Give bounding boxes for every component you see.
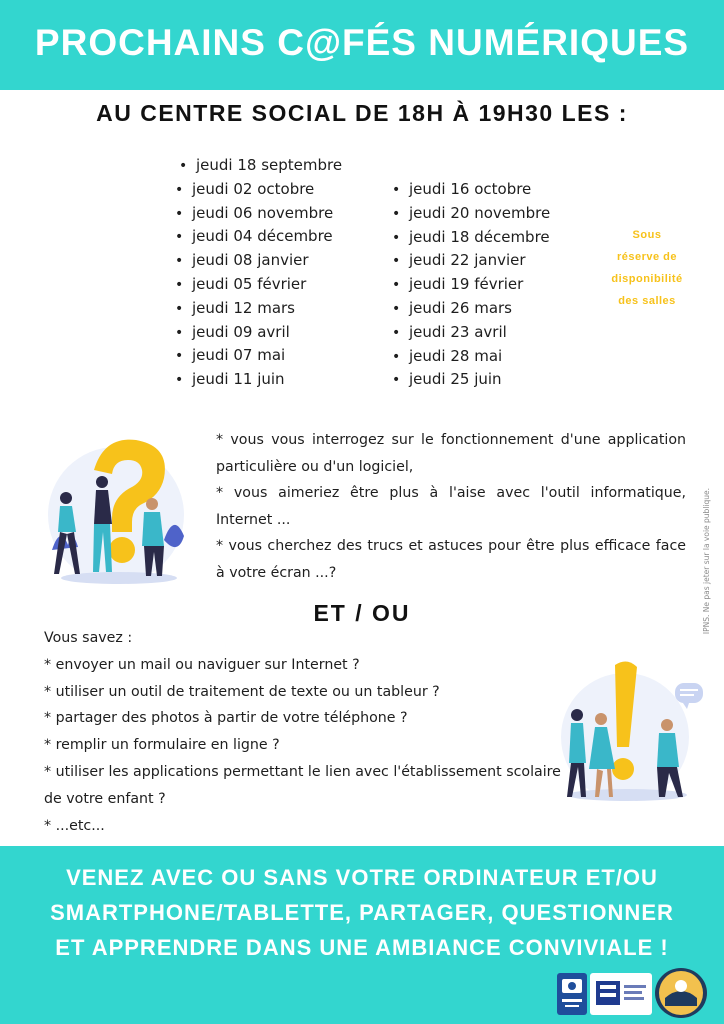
date-item: • jeudi 18 décembre: [392, 226, 550, 250]
skills-intro: Vous savez :: [44, 630, 133, 646]
page-title: PROCHAINS C@FÉS NUMÉRIQUES: [34, 22, 690, 63]
date-item: • jeudi 06 novembre: [175, 202, 342, 226]
skills-list: [44, 625, 564, 839]
note-line: réserve de: [616, 251, 678, 263]
date-item: • jeudi 07 mai: [175, 344, 342, 368]
msa-logo-icon: [590, 973, 652, 1015]
date-item: • jeudi 16 octobre: [392, 178, 550, 202]
date-item: • jeudi 19 février: [392, 273, 550, 297]
skill-item: * ...etc...: [44, 817, 105, 834]
skill-item: * remplir un formulaire en ligne ?: [44, 737, 280, 754]
date-item: • jeudi 11 juin: [175, 368, 342, 392]
disposal-notice: IPNS. Ne pas jeter sur la voie publique.: [702, 488, 711, 635]
invitation-text: VENEZ AVEC OU SANS VOTRE ORDINATEUR ET/OU SMARTPHONE/TABLETTE, PARTAGER, QUESTIONNER ET APPRENDRE DANS UNE AMBIANCE CONVIVIALE !: [50, 865, 674, 960]
date-item: • jeudi 28 mai: [392, 345, 550, 369]
date-item: • jeudi 04 décembre: [175, 225, 342, 249]
date-item: • jeudi 08 janvier: [175, 249, 342, 273]
note-line: des salles: [618, 295, 676, 307]
header-banner: [0, 0, 724, 90]
dates-column-2: [392, 178, 550, 392]
skill-item: * utiliser les applications permettant le lien avec l'établissement scolaire de votre enfant ?: [44, 763, 561, 807]
date-item: • jeudi 09 avril: [175, 321, 342, 345]
date-item: • jeudi 23 avril: [392, 321, 550, 345]
date-item: • jeudi 18 septembre: [175, 154, 342, 178]
caf-logo-icon: [557, 973, 587, 1015]
date-item: • jeudi 05 février: [175, 273, 342, 297]
skill-item: * envoyer un mail ou naviguer sur Internet ?: [44, 656, 360, 673]
skill-item: * partager des photos à partir de votre téléphone ?: [44, 710, 408, 727]
date-item: • jeudi 25 juin: [392, 368, 550, 392]
note-line: disponibilité: [611, 273, 683, 285]
msa-logo: [590, 973, 652, 1015]
date-item: • jeudi 02 octobre: [175, 178, 342, 202]
question-mark-illustration: [44, 430, 194, 585]
exclamation-mark-illustration: [555, 655, 715, 805]
schedule-subtitle: AU CENTRE SOCIAL DE 18H À 19H30 LES :: [96, 100, 628, 126]
date-item: • jeudi 20 novembre: [392, 202, 550, 226]
date-item: • jeudi 22 janvier: [392, 249, 550, 273]
caf-logo: [557, 973, 587, 1015]
questions-block: [216, 427, 686, 587]
date-item: • jeudi 26 mars: [392, 297, 550, 321]
centre-social-logo-icon: [655, 968, 707, 1018]
question-item: * vous cherchez des trucs et astuces pour être plus efficace face à votre écran ...?: [216, 538, 686, 581]
room-availability-note: [602, 224, 692, 312]
section-separator: ET / OU: [313, 600, 411, 626]
dates-column-1: [175, 154, 342, 392]
skill-item: * utiliser un outil de traitement de texte ou un tableur ?: [44, 683, 440, 700]
centre-social-logo: [655, 968, 707, 1018]
question-item: * vous vous interrogez sur le fonctionnement d'une application particulière ou d'un logiciel,: [216, 432, 686, 475]
date-item: • jeudi 12 mars: [175, 297, 342, 321]
note-line: Sous: [632, 229, 662, 241]
question-item: * vous aimeriez être plus à l'aise avec l'outil informatique, Internet ...: [216, 485, 686, 528]
